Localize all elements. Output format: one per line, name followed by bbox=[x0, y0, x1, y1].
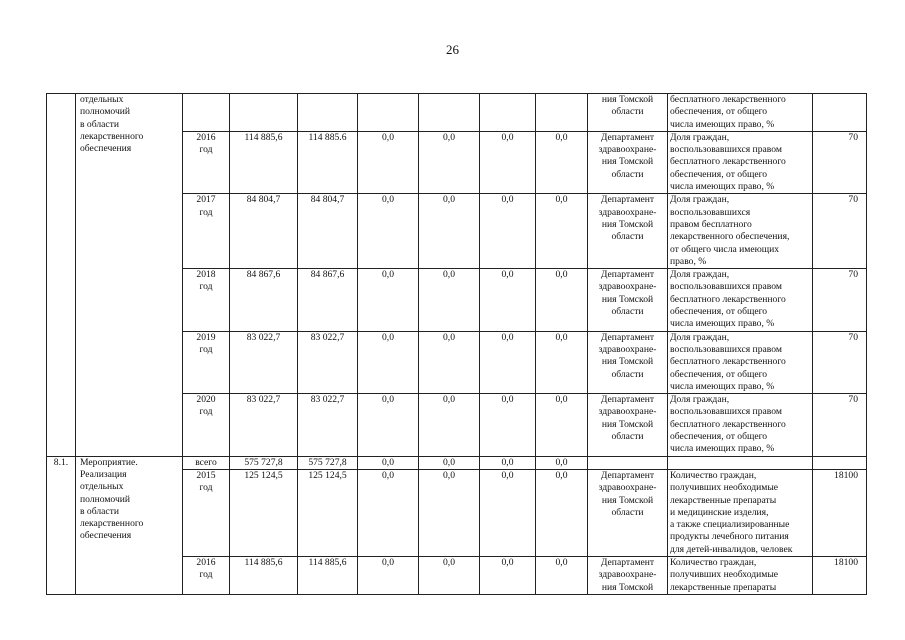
row-local-amount bbox=[419, 269, 480, 331]
row-other-amount bbox=[536, 469, 588, 556]
row-total-amount-text: 84 804,7 bbox=[246, 194, 281, 206]
row-responsible-department-text: Департамент здравоохране- ния Томской области bbox=[598, 469, 657, 518]
row-total-amount-text: 114 885,6 bbox=[244, 556, 283, 568]
row-regional-amount-text: 0,0 bbox=[382, 469, 394, 481]
row-responsible-department bbox=[588, 456, 668, 469]
row-regional-amount bbox=[358, 456, 419, 469]
row-responsible-department-text: Департамент здравоохране- ния Томской bbox=[598, 556, 657, 593]
row-indicator bbox=[668, 456, 813, 469]
row-index-text: 8.1. bbox=[53, 456, 69, 468]
row-regional-amount-text: 0,0 bbox=[382, 194, 394, 206]
row-target-value-text: 18100 bbox=[834, 469, 858, 481]
row-other-amount-text: 0,0 bbox=[555, 331, 568, 343]
row-local-amount bbox=[419, 394, 480, 456]
row-indicator-text: Доля граждан, воспользовавшихся правом бесплатного лекарственного обеспечения, от общего числа имеющих право, % bbox=[670, 194, 790, 267]
activity-name-text: Мероприятие. Реализация отдельных полномочий в области лекарственного обеспечения bbox=[80, 456, 144, 542]
row-year bbox=[183, 331, 230, 393]
row-target-value bbox=[813, 131, 867, 193]
row-total-amount bbox=[230, 194, 298, 269]
row-federal-amount-text: 84 867,6 bbox=[310, 269, 345, 281]
row-year bbox=[183, 456, 230, 469]
row-federal-amount bbox=[298, 469, 358, 556]
row-indicator-text: Доля граждан, воспользовавшихся правом бесплатного лекарственного обеспечения, от общего числа имеющих право, % bbox=[670, 331, 786, 392]
row-total-amount-text: 83 022,7 bbox=[246, 394, 281, 406]
row-target-value bbox=[813, 469, 867, 556]
row-total-amount bbox=[230, 269, 298, 331]
page-number: 26 bbox=[446, 42, 459, 57]
row-year bbox=[183, 394, 230, 456]
row-target-value-text: 70 bbox=[848, 394, 858, 406]
row-federal-amount-text: 125 124,5 bbox=[308, 469, 347, 481]
row-year-text: 2019 год bbox=[196, 331, 216, 355]
row-index bbox=[47, 456, 76, 594]
row-responsible-department-text: Департамент здравоохране- ния Томской области bbox=[598, 331, 657, 380]
row-local-amount-text: 0,0 bbox=[443, 394, 455, 406]
row-federal-amount bbox=[298, 269, 358, 331]
row-year bbox=[183, 194, 230, 269]
row-federal-amount bbox=[298, 94, 358, 132]
row-responsible-department bbox=[588, 131, 668, 193]
table-body bbox=[47, 94, 867, 595]
row-federal-amount-text: 84 804,7 bbox=[310, 194, 345, 206]
row-indicator-text: бесплатного лекарственного обеспечения, от общего числа имеющих право, % bbox=[670, 94, 786, 130]
row-regional-amount-text: 0,0 bbox=[382, 131, 394, 143]
row-total-amount-text: 84 867,6 bbox=[246, 269, 281, 281]
row-responsible-department-text: Департамент здравоохране- ния Томской области bbox=[598, 269, 657, 318]
row-other-amount bbox=[536, 194, 588, 269]
row-indicator bbox=[668, 394, 813, 456]
row-tfoms-amount-text: 0,0 bbox=[501, 331, 514, 343]
row-responsible-department-text: Департамент здравоохране- ния Томской области bbox=[598, 394, 657, 443]
activity-name-text: отдельных полномочий в области лекарственного обеспечения bbox=[80, 94, 144, 155]
row-other-amount bbox=[536, 456, 588, 469]
row-regional-amount-text: 0,0 bbox=[382, 269, 394, 281]
table-row bbox=[47, 94, 867, 132]
row-responsible-department bbox=[588, 94, 668, 132]
row-total-amount bbox=[230, 331, 298, 393]
row-tfoms-amount bbox=[480, 131, 536, 193]
row-responsible-department bbox=[588, 331, 668, 393]
row-tfoms-amount-text: 0,0 bbox=[501, 556, 514, 568]
row-year-text: всего bbox=[195, 456, 217, 468]
row-total-amount-text: 114 885,6 bbox=[244, 131, 283, 143]
row-total-amount bbox=[230, 394, 298, 456]
row-federal-amount bbox=[298, 394, 358, 456]
row-regional-amount bbox=[358, 94, 419, 132]
row-responsible-department bbox=[588, 194, 668, 269]
row-other-amount-text: 0,0 bbox=[555, 194, 568, 206]
row-responsible-department bbox=[588, 469, 668, 556]
row-indicator-text: Количество граждан, получивших необходимые лекарственные препараты bbox=[670, 556, 779, 593]
row-target-value bbox=[813, 194, 867, 269]
row-federal-amount-text: 83 022,7 bbox=[310, 394, 345, 406]
activity-name bbox=[76, 94, 183, 457]
row-indicator bbox=[668, 269, 813, 331]
row-year-text: 2015 год bbox=[196, 469, 216, 494]
row-other-amount bbox=[536, 331, 588, 393]
row-local-amount bbox=[419, 456, 480, 469]
row-responsible-department bbox=[588, 394, 668, 456]
row-indicator bbox=[668, 94, 813, 132]
row-tfoms-amount bbox=[480, 556, 536, 594]
row-total-amount bbox=[230, 131, 298, 193]
row-indicator-text: Доля граждан, воспользовавшихся правом бесплатного лекарственного обеспечения, от общего числа имеющих право, % bbox=[670, 131, 786, 193]
row-indicator bbox=[668, 131, 813, 193]
row-indicator-text: Количество граждан, получивших необходимые лекарственные препараты и медицинские изделия, а также специализированные продукты лечебного питания для детей-инвалидов, человек bbox=[670, 469, 793, 555]
row-year-text: 2020 год bbox=[196, 394, 216, 418]
row-local-amount bbox=[419, 194, 480, 269]
row-other-amount bbox=[536, 269, 588, 331]
row-total-amount-text: 575 727,8 bbox=[244, 456, 283, 468]
row-indicator-text: Доля граждан, воспользовавшихся правом бесплатного лекарственного обеспечения, от общего числа имеющих право, % bbox=[670, 269, 786, 330]
row-year bbox=[183, 469, 230, 556]
row-year-text: 2016 год bbox=[196, 556, 216, 581]
row-total-amount-text: 83 022,7 bbox=[246, 331, 281, 343]
row-federal-amount bbox=[298, 131, 358, 193]
row-local-amount-text: 0,0 bbox=[443, 556, 455, 568]
row-tfoms-amount-text: 0,0 bbox=[501, 469, 514, 481]
row-tfoms-amount-text: 0,0 bbox=[501, 269, 514, 281]
row-federal-amount-text: 114 885.6 bbox=[308, 131, 347, 143]
row-target-value bbox=[813, 269, 867, 331]
row-target-value-text: 70 bbox=[848, 131, 858, 143]
row-local-amount bbox=[419, 94, 480, 132]
row-total-amount bbox=[230, 469, 298, 556]
row-target-value-text: 70 bbox=[848, 194, 858, 206]
row-responsible-department-text: ния Томской области bbox=[601, 94, 654, 118]
row-total-amount bbox=[230, 556, 298, 594]
row-other-amount-text: 0,0 bbox=[555, 469, 568, 481]
row-other-amount bbox=[536, 94, 588, 132]
activity-name bbox=[76, 456, 183, 594]
row-year-text: 2016 год bbox=[196, 131, 216, 156]
row-indicator bbox=[668, 331, 813, 393]
row-target-value bbox=[813, 394, 867, 456]
row-local-amount-text: 0,0 bbox=[443, 131, 455, 143]
row-federal-amount bbox=[298, 556, 358, 594]
row-target-value bbox=[813, 331, 867, 393]
row-other-amount bbox=[536, 394, 588, 456]
row-regional-amount bbox=[358, 556, 419, 594]
row-indicator-text: Доля граждан, воспользовавшихся правом бесплатного лекарственного обеспечения, от общего числа имеющих право, % bbox=[670, 394, 786, 455]
row-total-amount bbox=[230, 456, 298, 469]
row-tfoms-amount bbox=[480, 94, 536, 132]
row-tfoms-amount bbox=[480, 331, 536, 393]
row-tfoms-amount-text: 0,0 bbox=[501, 194, 514, 206]
row-local-amount-text: 0,0 bbox=[443, 456, 455, 468]
row-local-amount bbox=[419, 331, 480, 393]
row-tfoms-amount bbox=[480, 394, 536, 456]
row-index bbox=[47, 94, 76, 457]
row-federal-amount-text: 575 727,8 bbox=[308, 456, 347, 468]
row-local-amount bbox=[419, 469, 480, 556]
row-responsible-department bbox=[588, 269, 668, 331]
row-other-amount-text: 0,0 bbox=[555, 269, 568, 281]
row-responsible-department-text: Департамент здравоохране- ния Томской области bbox=[598, 194, 657, 243]
row-responsible-department bbox=[588, 556, 668, 594]
row-tfoms-amount bbox=[480, 269, 536, 331]
row-local-amount-text: 0,0 bbox=[443, 269, 455, 281]
row-indicator bbox=[668, 194, 813, 269]
row-tfoms-amount bbox=[480, 194, 536, 269]
row-local-amount-text: 0,0 bbox=[443, 194, 455, 206]
row-federal-amount bbox=[298, 456, 358, 469]
row-target-value bbox=[813, 556, 867, 594]
row-year-text: 2018 год bbox=[196, 269, 216, 293]
program-funding-table bbox=[46, 93, 867, 595]
row-target-value-text: 70 bbox=[848, 269, 858, 281]
row-tfoms-amount bbox=[480, 456, 536, 469]
row-federal-amount-text: 114 885,6 bbox=[308, 556, 347, 568]
row-local-amount-text: 0,0 bbox=[443, 469, 455, 481]
row-other-amount-text: 0,0 bbox=[555, 556, 568, 568]
row-other-amount bbox=[536, 556, 588, 594]
row-other-amount-text: 0,0 bbox=[555, 394, 568, 406]
row-local-amount bbox=[419, 131, 480, 193]
row-indicator bbox=[668, 556, 813, 594]
row-regional-amount-text: 0,0 bbox=[382, 456, 394, 468]
row-total-amount-text: 125 124,5 bbox=[244, 469, 283, 481]
row-regional-amount bbox=[358, 331, 419, 393]
row-other-amount bbox=[536, 131, 588, 193]
row-indicator bbox=[668, 469, 813, 556]
row-tfoms-amount-text: 0,0 bbox=[501, 394, 514, 406]
row-tfoms-amount bbox=[480, 469, 536, 556]
row-regional-amount bbox=[358, 269, 419, 331]
row-local-amount bbox=[419, 556, 480, 594]
row-total-amount bbox=[230, 94, 298, 132]
row-regional-amount bbox=[358, 131, 419, 193]
row-regional-amount-text: 0,0 bbox=[382, 556, 394, 568]
row-year bbox=[183, 94, 230, 132]
row-target-value-text: 70 bbox=[848, 331, 858, 343]
row-target-value-text: 18100 bbox=[834, 556, 858, 568]
row-regional-amount bbox=[358, 394, 419, 456]
row-regional-amount-text: 0,0 bbox=[382, 394, 394, 406]
row-year bbox=[183, 269, 230, 331]
row-regional-amount-text: 0,0 bbox=[382, 331, 394, 343]
row-tfoms-amount-text: 0,0 bbox=[501, 131, 514, 143]
row-target-value bbox=[813, 456, 867, 469]
row-federal-amount-text: 83 022,7 bbox=[310, 331, 345, 343]
row-responsible-department-text: Департамент здравоохране- ния Томской области bbox=[598, 131, 657, 180]
row-year bbox=[183, 131, 230, 193]
row-local-amount-text: 0,0 bbox=[443, 331, 455, 343]
row-target-value bbox=[813, 94, 867, 132]
row-year bbox=[183, 556, 230, 594]
row-federal-amount bbox=[298, 194, 358, 269]
row-other-amount-text: 0,0 bbox=[555, 456, 568, 468]
row-other-amount-text: 0,0 bbox=[555, 131, 568, 143]
row-regional-amount bbox=[358, 194, 419, 269]
table-row bbox=[47, 456, 867, 469]
row-year-text: 2017 год bbox=[196, 194, 216, 218]
row-regional-amount bbox=[358, 469, 419, 556]
row-federal-amount bbox=[298, 331, 358, 393]
row-tfoms-amount-text: 0,0 bbox=[501, 456, 514, 468]
